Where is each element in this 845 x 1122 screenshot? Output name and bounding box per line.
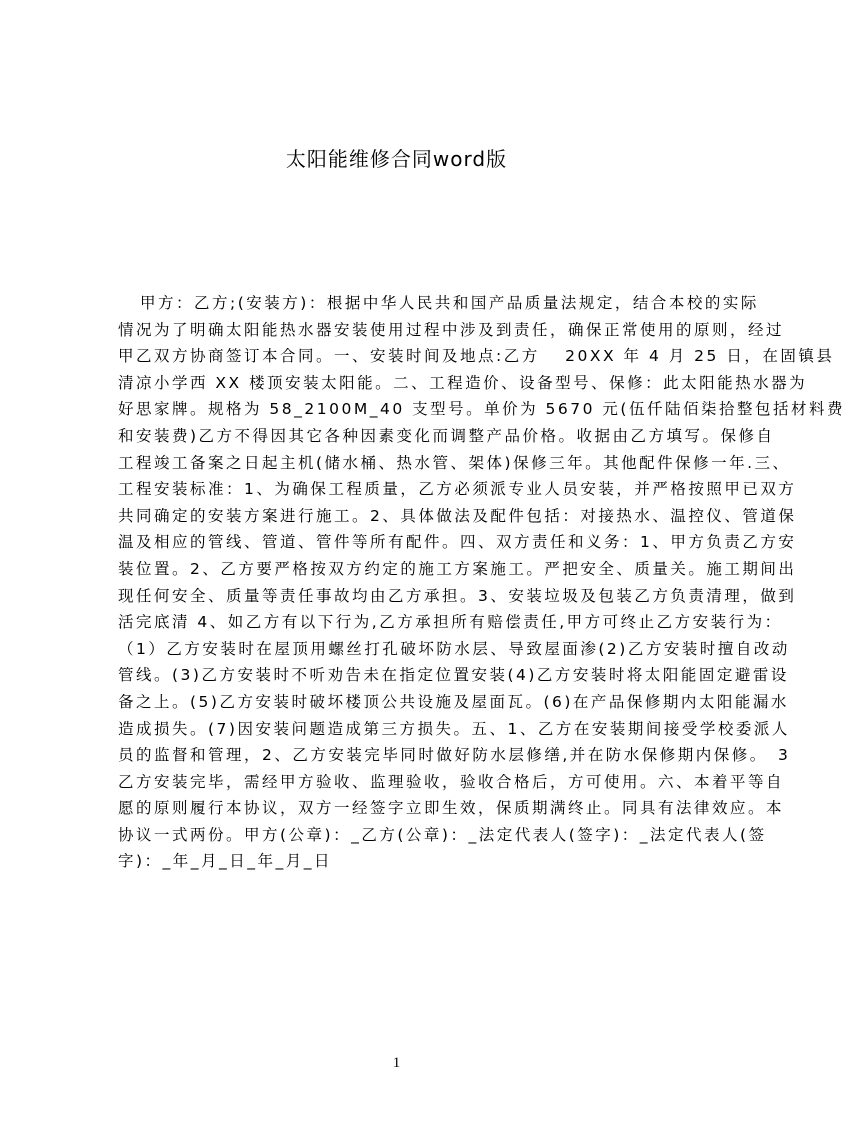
text-line: 工程安装标准：1、为确保工程质量，乙方必须派专业人员安装，并严格按照甲已双方	[118, 480, 797, 499]
text-line: 字)：_年_月_日_年_月_日	[118, 852, 333, 871]
text-line: 工程竣工备案之日起主机(储水桶、热水管、架体)保修三年。其他配件保修一年.三、	[118, 453, 791, 472]
text-line: 乙方安装完毕，需经甲方验收、监理验收，验收合格后，方可使用。六、本着平等自	[118, 772, 785, 791]
page-number: 1	[392, 1055, 401, 1071]
text-line: 现任何安全、质量等责任事故均由乙方承担。3、安装垃圾及包装乙方负责清理，做到	[118, 586, 797, 605]
document-title: 太阳能维修合同word版	[285, 147, 508, 171]
text-line: 管线。(3)乙方安装时不听劝告未在指定位置安装(4)乙方安装时将太阳能固定避雷设	[118, 666, 789, 685]
text-line: 员的监督和管理，2、乙方安装完毕同时做好防水层修缮,并在防水保修期内保修。 3	[118, 746, 791, 765]
text-line: 协议一式两份。甲方(公章)：_乙方(公章)：_法定代表人(签字)：_法定代表人(签	[118, 825, 767, 844]
text-line: 活完底清 4、如乙方有以下行为,乙方承担所有赔偿责任,甲方可终止乙方安装行为：	[118, 613, 783, 632]
text-line: 备之上。(5)乙方安装时破坏楼顶公共设施及屋面瓦。(6)在产品保修期内太阳能漏水	[118, 692, 789, 711]
text-line: 装位置。2、乙方要严格按双方约定的施工方案施工。严把安全、质量关。施工期间出	[118, 559, 797, 578]
text-line: 和安装费)乙方不得因其它各种因素变化而调整产品价格。收据由乙方填写。保修自	[118, 426, 775, 445]
text-line: 温及相应的管线、管道、管件等所有配件。四、双方责任和义务：1、甲方负责乙方安	[118, 533, 797, 552]
text-line: 甲方：乙方;(安装方)：根据中华人民共和国产品质量法规定，结合本校的实际	[140, 294, 759, 312]
text-line: （1）乙方安装时在屋顶用螺丝打孔破坏防水层、导致屋面渗(2)乙方安装时擅自改动	[118, 639, 790, 658]
text-line: 愿的原则履行本协议，双方一经签字立即生效，保质期满终止。同具有法律效应。本	[118, 799, 785, 818]
text-line: 情况为了明确太阳能热水器安装使用过程中涉及到责任，确保正常使用的原则，经过	[118, 320, 785, 339]
text-line: 好思家牌。规格为 58_2100M_40 支型号。单价为 5670 元(伍仟陆佰柒拾整包括材料费	[118, 400, 845, 419]
document-body	[118, 290, 845, 875]
text-line: 甲乙双方协商签订本合同。一、安装时间及地点:乙方 20XX 年 4 月 25 日，在固镇县	[118, 347, 835, 366]
text-line: 造成损失。(7)因安装问题造成第三方损失。五、1、乙方在安装期间接受学校委派人	[118, 719, 790, 738]
text-line: 清凉小学西 XX 楼顶安装太阳能。二、工程造价、设备型号、保修：此太阳能热水器为	[118, 373, 808, 392]
text-line: 共同确定的安装方案进行施工。2、具体做法及配件包括：对接热水、温控仪、管道保	[118, 506, 797, 525]
